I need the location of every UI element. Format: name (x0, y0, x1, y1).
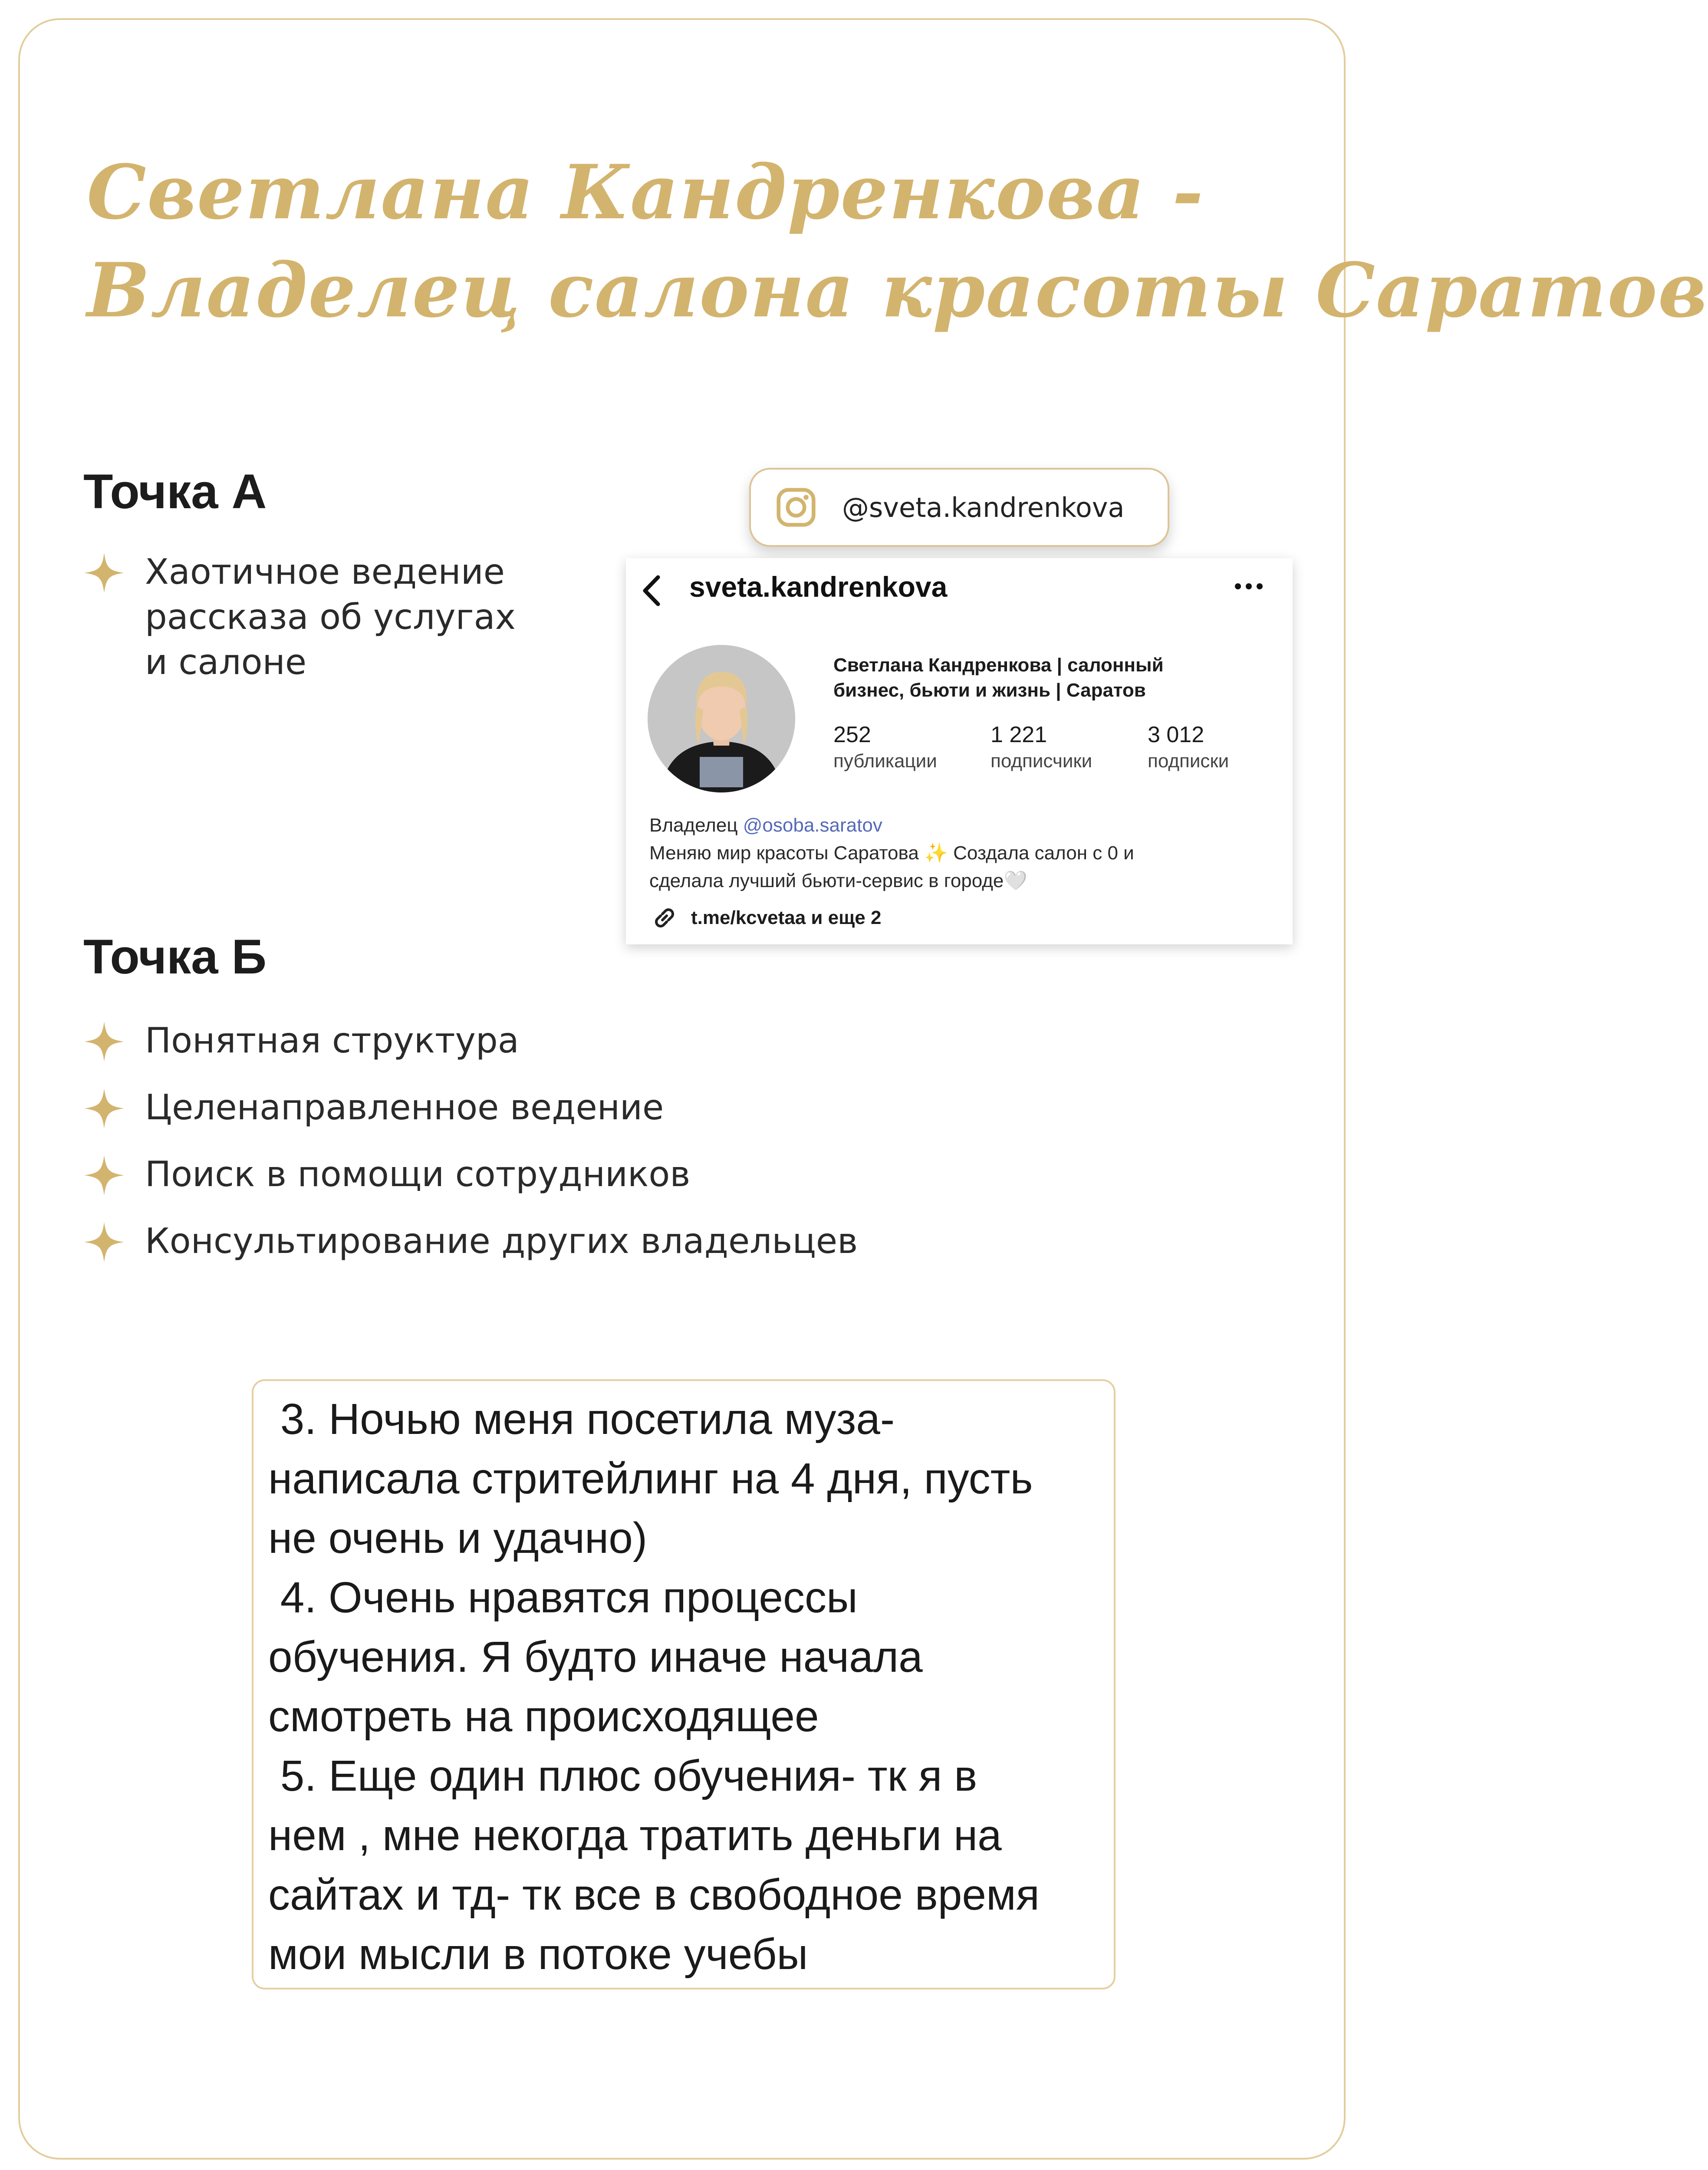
quote-line: смотреть на происходящее (268, 1692, 819, 1741)
stat-following[interactable] (1148, 721, 1229, 774)
title-line-2: Владелец салона красоты Саратов (87, 246, 1708, 334)
point-b-bullet (83, 1018, 519, 1063)
point-a-bullet (83, 549, 516, 685)
point-a-heading: Точка А (83, 464, 267, 519)
bio-line: Меняю мир красоты Саратова ✨ Создала салон с 0 и (649, 842, 1134, 864)
stat-value: 1 221 (991, 722, 1047, 747)
profile-link-text: t.me/kcvetaa и еще 2 (691, 907, 882, 928)
sparkle-icon (83, 1021, 125, 1062)
link-icon (649, 903, 680, 933)
stat-value: 3 012 (1148, 722, 1204, 747)
stat-label: подписки (1148, 750, 1229, 772)
point-b-bullet (83, 1085, 664, 1130)
stat-label: публикации (833, 750, 937, 772)
stat-posts[interactable] (833, 721, 937, 774)
profile-name-line: бизнес, бьюти и жизнь | Саратов (833, 680, 1146, 701)
profile-link[interactable] (649, 903, 881, 933)
profile-display-name (833, 653, 1164, 703)
stat-followers[interactable] (991, 721, 1092, 774)
quote-line: 5. Еще один плюс обучения- тк я в (268, 1752, 977, 1800)
instagram-icon (775, 487, 817, 528)
title-line-1: Светлана Кандренкова - (87, 148, 1204, 236)
point-b-bullet (83, 1219, 858, 1264)
stat-value: 252 (833, 722, 871, 747)
point-a-bullet-line: Хаотичное ведение (145, 552, 505, 592)
quote-line: обучения. Я будто иначе начала (268, 1633, 923, 1681)
point-b-bullet-text: Понятная структура (145, 1020, 519, 1061)
quote-line: мои мысли в потоке учебы (268, 1930, 808, 1979)
point-b-heading: Точка Б (83, 930, 267, 984)
bio-line: сделала лучший бьюти-сервис в городе🤍 (649, 870, 1028, 891)
profile-username: sveta.kandrenkova (689, 571, 948, 603)
testimonial-quote-box (252, 1379, 1116, 1989)
point-a-bullet-line: рассказа об услугах (145, 597, 516, 637)
point-b-bullet-text: Поиск в помощи сотрудников (145, 1154, 691, 1194)
point-a-bullet-line: и салоне (145, 642, 307, 682)
back-arrow-icon[interactable] (636, 571, 667, 610)
bio-owner-prefix: Владелец (649, 815, 743, 836)
sparkle-icon (83, 1154, 125, 1196)
quote-line: сайтах и тд- тк все в свободное время (268, 1871, 1040, 1919)
profile-name-line: Светлана Кандренкова | салонный (833, 654, 1164, 676)
stat-label: подписчики (991, 750, 1093, 772)
quote-line: написала стритейлинг на 4 дня, пусть (268, 1454, 1033, 1503)
page-title (87, 143, 1708, 339)
sparkle-icon (83, 1221, 125, 1263)
instagram-handle: @sveta.kandrenkova (842, 491, 1125, 523)
profile-avatar[interactable] (648, 645, 795, 792)
bio-mention-link[interactable]: @osoba.saratov (743, 815, 882, 836)
instagram-profile-screenshot (626, 558, 1293, 944)
point-b-bullet-text: Целенаправленное ведение (145, 1087, 664, 1128)
quote-line: 3. Ночью меня посетила муза- (268, 1395, 895, 1443)
quote-line: не очень и удачно) (268, 1514, 648, 1562)
sparkle-icon (83, 1088, 125, 1129)
quote-line: 4. Очень нравятся процессы (268, 1573, 858, 1622)
quote-line: нем , мне некогда тратить деньги на (268, 1811, 1002, 1860)
instagram-handle-badge[interactable] (749, 468, 1169, 547)
point-b-bullet-text: Консультирование других владельцев (145, 1221, 858, 1261)
profile-bio (649, 812, 1134, 895)
more-options-icon[interactable] (1229, 571, 1268, 602)
sparkle-icon (83, 552, 125, 594)
point-b-bullet (83, 1152, 690, 1197)
